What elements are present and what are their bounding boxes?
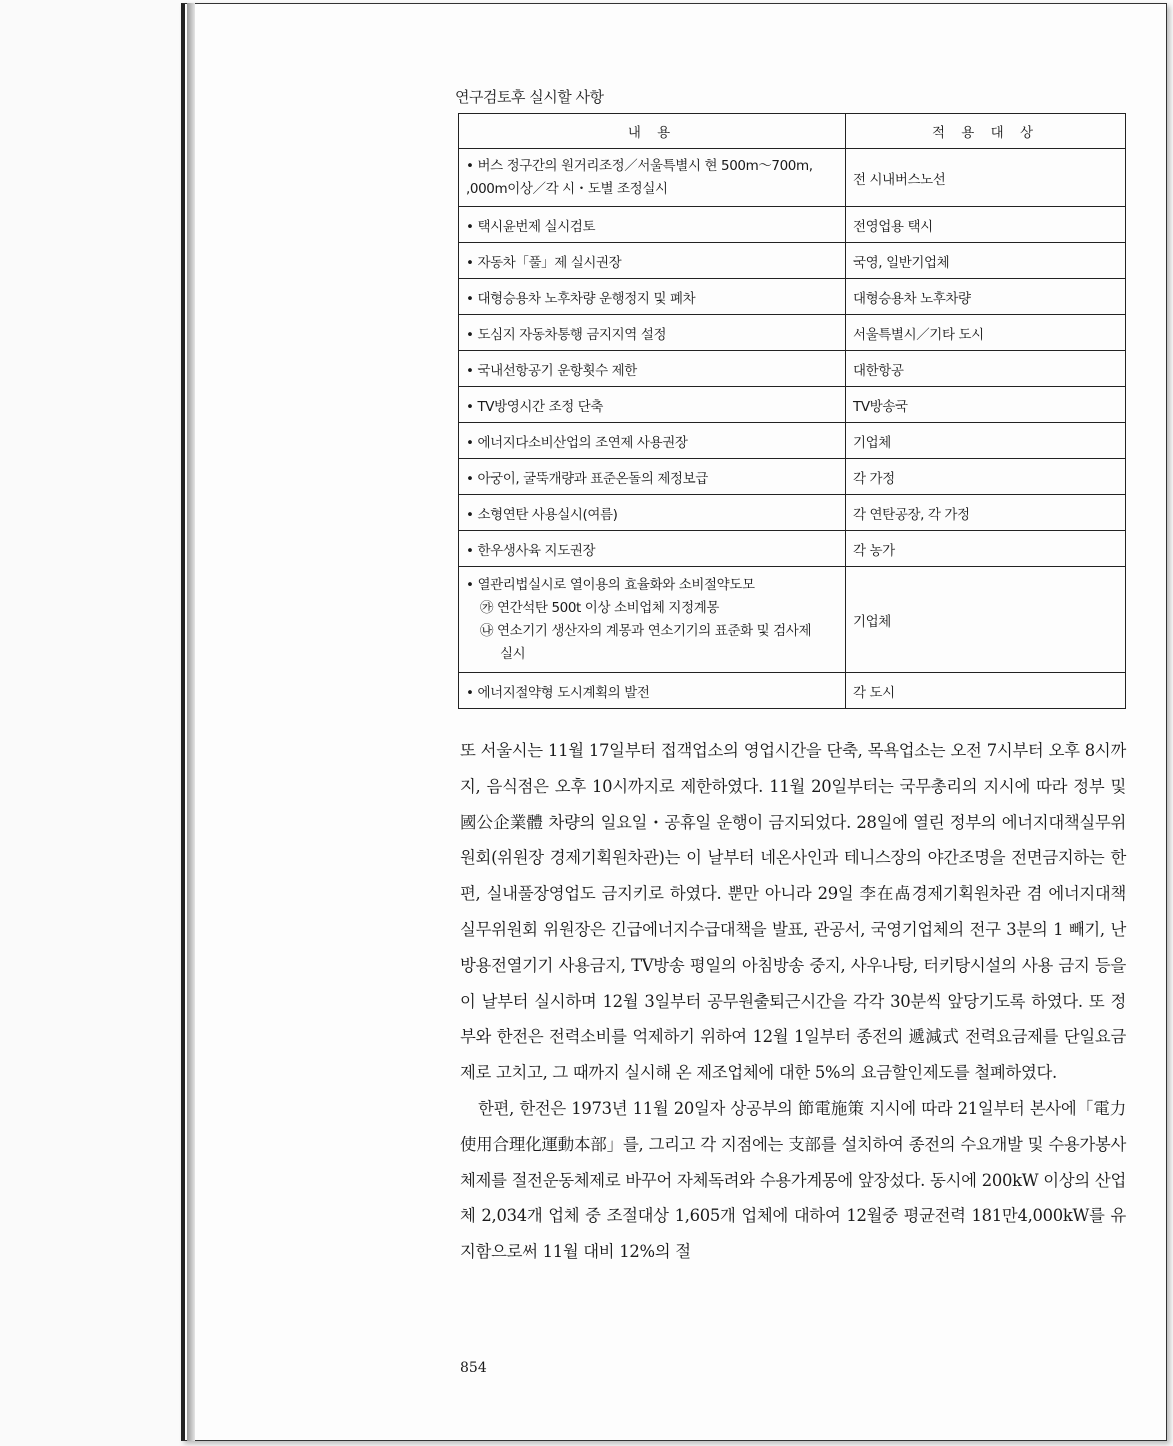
page-binding-edge [187,3,195,1441]
row-content: • TV방영시간 조정 단축 [459,387,846,423]
row-content: • 버스 정구간의 원거리조정／서울특별시 현 500m～700m, ,000m이상／각 시・도별 조정실시 [459,149,846,207]
row-content: • 열관리법실시로 열이용의 효율화와 소비절약도모 ㉮ 연간석탄 500t 이상 소비업체 지정계몽 ㉯ 연소기기 생산자의 계몽과 연소기기의 표준화 및 검사제 실시 [459,567,846,673]
sub-item: ㉯ 연소기기 생산자의 계몽과 연소기기의 표준화 및 검사제 [480,622,812,639]
row-target: 서울특별시／기타 도시 [846,315,1126,351]
page-number: 854 [460,1360,487,1376]
row-content: • 도심지 자동차통행 금지지역 설정 [459,315,846,351]
table-row [459,459,1126,495]
table-header-row [459,114,1126,149]
table-row [459,279,1126,315]
section-title: 연구검토후 실시할 사항 [455,88,604,106]
table-row [459,315,1126,351]
row-content: • 한우생사육 지도권장 [459,531,846,567]
row-content: • 에너지다소비산업의 조연제 사용권장 [459,423,846,459]
row-target: 전 시내버스노선 [846,149,1126,207]
row-content: • 택시윤번제 실시검토 [459,207,846,243]
sub-item: ㉮ 연간석탄 500t 이상 소비업체 지정계몽 [480,599,719,616]
table-row [459,243,1126,279]
row-content: • 국내선항공기 운항횟수 제한 [459,351,846,387]
row-target: 대한항공 [846,351,1126,387]
table-row [459,207,1126,243]
table-row [459,149,1126,207]
row-content: • 에너지절약형 도시계획의 발전 [459,673,846,709]
table-row [459,387,1126,423]
body-paragraph: 한편, 한전은 1973년 11월 20일자 상공부의 節電施策 지시에 따라 21일부터 본사에「電力使用合理化運動本部」를, 그리고 각 지점에는 支部를 설치하여 종전의 수요개발 및 수용가봉사체제를 절전운동체제로 바꾸어 자체독려와 수용가계몽에 앞장섰다. 동시에 200kW 이상의 산업체 2,034개 업체 중 조절대상 1,605개 업체에 대하여 12월중 평균전력 181만4,000kW를 유지함으로써 11월 대비 12%의 절 [460,1098,1126,1262]
table-row [459,495,1126,531]
row-target: TV방송국 [846,387,1126,423]
row-content: • 소형연탄 사용실시(여름) [459,495,846,531]
row-content: • 대형승용차 노후차량 운행정지 및 폐차 [459,279,846,315]
table-row [459,531,1126,567]
row-target: 각 도시 [846,673,1126,709]
header-target: 적 용 대 상 [846,114,1126,149]
row-target: 대형승용차 노후차량 [846,279,1126,315]
table-row [459,423,1126,459]
body-paragraph: 또 서울시는 11월 17일부터 접객업소의 영업시간을 단축, 목욕업소는 오전 7시부터 오후 8시까지, 음식점은 오후 10시까지로 제한하였다. 11월 20일부터는 국무총리의 지시에 따라 정부 및 國公企業體 차량의 일요일・공휴일 운행이 금지되었다. 28일에 열린 정부의 에너지대책실무위원회(위원장 경제기획원차관)는 이 날부터 네온사인과 테니스장의 야간조명을 전면금지하는 한편, 실내풀장영업도 금지키로 하였다. 뿐만 아니라 29일 李在卨경제기획원차관 겸 에너지대책실무위원회 위원장은 긴급에너지수급대책을 발표, 관공서, 국영기업체의 전구 3분의 1 빼기, 난방용전열기기 사용금지, TV방송 평일의 아침방송 중지, 사우나탕, 터키탕시설의 사용 금지 등을 이 날부터 실시하며 12월 3일부터 공무원출퇴근시간을 각각 30분씩 앞당기도록 하였다. 또 정부와 한전은 전력소비를 억제하기 위하여 12월 1일부터 종전의 遞減式 전력요금제를 단일요금제로 고치고, 그 때까지 실시해 온 제조업체에 대한 5%의 요금할인제도를 철폐하였다. [460,741,1126,1083]
row-target: 전영업용 택시 [846,207,1126,243]
body-text [460,733,1126,1270]
row-content: • 아궁이, 굴뚝개량과 표준온돌의 제정보급 [459,459,846,495]
row-target: 국영, 일반기업체 [846,243,1126,279]
measures-table [458,113,1126,709]
row-target: 각 가정 [846,459,1126,495]
table-row [459,351,1126,387]
header-content: 내 용 [459,114,846,149]
row-target: 기업체 [846,567,1126,673]
row-target: 각 농가 [846,531,1126,567]
row-target: 기업체 [846,423,1126,459]
table-row [459,567,1126,673]
table-row [459,673,1126,709]
sub-item-continued: 실시 [500,645,526,662]
row-content: • 자동차「풀」제 실시권장 [459,243,846,279]
row-target: 각 연탄공장, 각 가정 [846,495,1126,531]
